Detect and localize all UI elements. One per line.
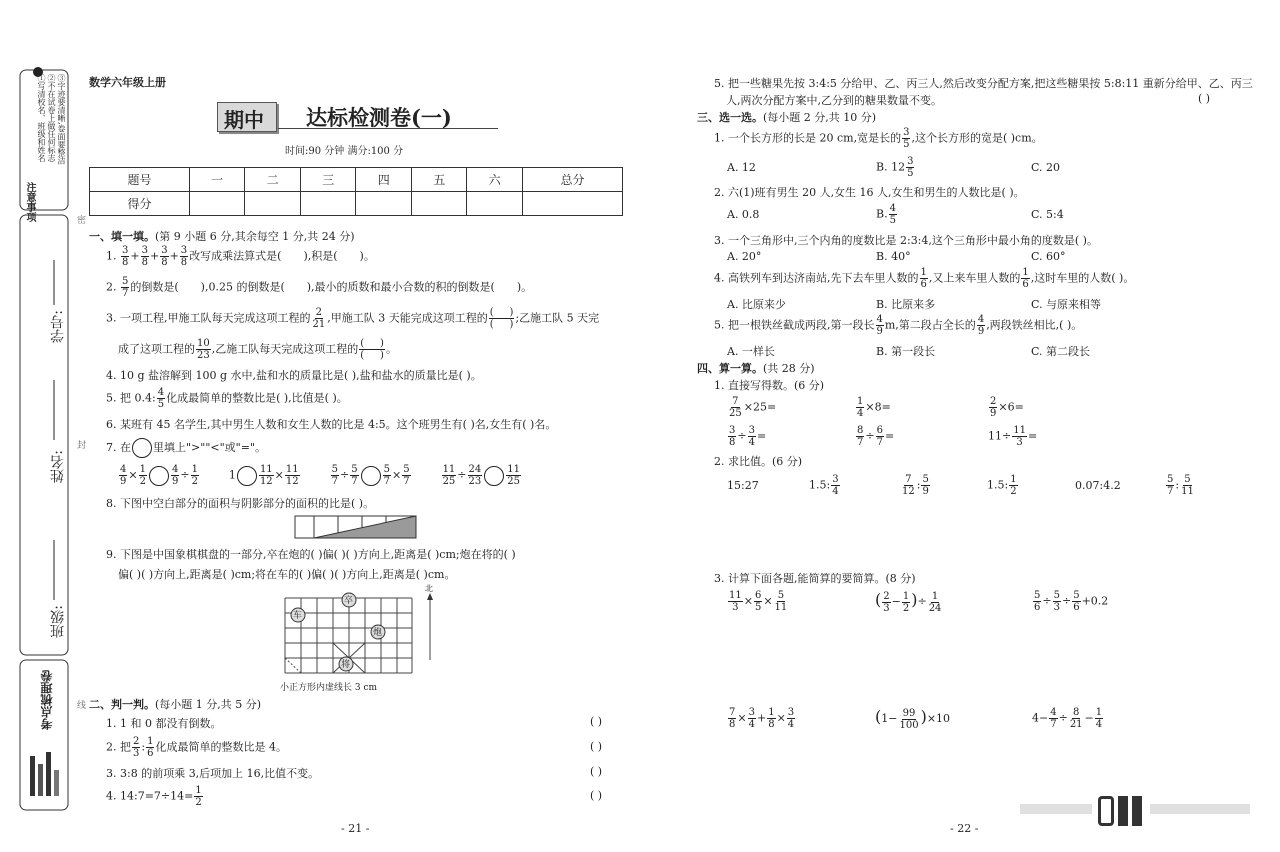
calc-item: 4− $\frac{4}{7}$ ÷ $\frac{8}{21}$ − $\frac{1}{4}$ bbox=[1032, 707, 1103, 730]
q8-shaded-figure bbox=[294, 515, 418, 539]
choice-4-option-c[interactable]: C. 与原来相等 bbox=[1031, 298, 1102, 311]
choice-3-option-c[interactable]: C. 60° bbox=[1031, 250, 1066, 263]
j4-text-a: 4. 14:7=7÷14= bbox=[106, 789, 194, 803]
q3-text-a: 3. 一项工程,甲施工队每天完成这项工程的 bbox=[106, 311, 311, 325]
calc-item: 11÷ $\frac{11}{3}$ = bbox=[988, 425, 1038, 448]
q5-text-a: 5. 把 0.4: bbox=[106, 391, 156, 405]
q5-text-b: 化成最简单的整数比是( ),比值是( )。 bbox=[166, 391, 348, 405]
judge-2-paren[interactable]: ( ) bbox=[590, 740, 603, 753]
watermark bbox=[1020, 796, 1255, 830]
chess-piece-jiang: 将 bbox=[341, 660, 351, 670]
chess-piece-che: 车 bbox=[293, 611, 303, 621]
section-2-note: (每小题 1 分,共 5 分) bbox=[155, 698, 262, 711]
ratio-item: 1.5: $\frac{1}{2}$ bbox=[987, 474, 1017, 497]
notice-3: ③字迹要清晰,卷面要整洁 bbox=[57, 74, 66, 165]
choice-2-option-a[interactable]: A. 0.8 bbox=[727, 208, 760, 221]
choice-4-option-a[interactable]: A. 比原来少 bbox=[727, 298, 786, 311]
score-cell[interactable] bbox=[356, 192, 412, 216]
score-col-header: 五 bbox=[411, 168, 467, 192]
score-cell[interactable] bbox=[523, 192, 623, 216]
q1-num: 1. bbox=[106, 249, 117, 263]
calc-sub-3: 3. 计算下面各题,能简算的要简算。(8 分) bbox=[714, 572, 916, 585]
c5-text-a: 5. 把一根铁丝截成两段,第一段长 bbox=[714, 318, 875, 332]
book-header: 数学六年级上册 bbox=[89, 76, 166, 89]
question-1: 1. $\frac{3}{8}$ + $\frac{3}{8}$ + $\frac{3}{8}$ + $\frac{3}{8}$ 改写成乘法算式是( ),积是( )。 bbox=[106, 245, 375, 268]
calc-item: ( $\frac{2}{3}$ − $\frac{1}{2}$ )÷ $\frac{1}{24}$ bbox=[875, 590, 942, 614]
c5-text-b: m,第二段占全长的 bbox=[884, 318, 976, 332]
choice-2-option-b[interactable]: B. $\frac{4}{5}$ bbox=[876, 203, 896, 226]
q3-text-f: 。 bbox=[385, 342, 397, 356]
choice-1-option-a[interactable]: A. 12 bbox=[727, 161, 756, 174]
score-row-label: 得分 bbox=[90, 192, 190, 216]
score-cell[interactable] bbox=[300, 192, 356, 216]
notice-2: ②不在试卷上做任何标志 bbox=[47, 74, 56, 162]
c2-opt-b-label: B. bbox=[876, 207, 888, 221]
chess-piece-pao: 炮 bbox=[373, 628, 383, 638]
judge-5-line-1: 5. 把一些糖果先按 3:4:5 分给甲、乙、丙三人,然后改变分配方案,把这些糖果按 5:8:11 重新分给甲、乙、丙三 bbox=[714, 77, 1253, 90]
answer-circle[interactable] bbox=[237, 466, 257, 486]
j2-text-a: 2. 把 bbox=[106, 740, 131, 754]
score-cell[interactable] bbox=[189, 192, 245, 216]
answer-circle[interactable] bbox=[149, 466, 169, 486]
j2-text-b: 化成最简单的整数比是 4。 bbox=[155, 740, 287, 754]
ratio-item: 1.5: $\frac{3}{4}$ bbox=[809, 474, 839, 497]
question-4: 4. 10 g 盐溶解到 100 g 水中,盐和水的质量比是( ),盐和盐水的质量比是( )。 bbox=[106, 369, 482, 382]
question-3-line-1: 3. 一项工程,甲施工队每天完成这项工程的 $\frac{2}{21}$ ,甲施工队 3 天能完成这项工程的 $\frac{( )}{( )}$ ;乙施工队 5 天完 bbox=[106, 307, 600, 330]
student-id-label: 学号: bbox=[50, 310, 66, 343]
calc-item: $\frac{8}{7}$ ÷ $\frac{6}{7}$ = bbox=[857, 425, 895, 448]
q7-text-a: 7. 在 bbox=[106, 441, 131, 454]
answer-circle[interactable] bbox=[361, 466, 381, 486]
page-number-left: - 21 - bbox=[341, 822, 370, 835]
choice-5: 5. 把一根铁丝截成两段,第一段长 $\frac{4}{9}$ m,第二段占全长的 $\frac{4}{9}$ ,两段铁丝相比,( )。 bbox=[714, 314, 1083, 337]
calc-item: $\frac{7}{8}$ × $\frac{3}{4}$ + $\frac{1}{8}$ × $\frac{3}{4}$ bbox=[729, 707, 795, 730]
choice-3-option-b[interactable]: B. 40° bbox=[876, 250, 911, 263]
judge-4: 4. 14:7=7÷14= $\frac{1}{2}$ bbox=[106, 785, 202, 808]
q2-text-d: )。 bbox=[516, 280, 533, 294]
ratio-item: $\frac{5}{7}$ : $\frac{5}{11}$ bbox=[1167, 474, 1194, 497]
answer-circle[interactable] bbox=[484, 466, 504, 486]
section-3-heading bbox=[697, 109, 876, 125]
chess-board-figure bbox=[280, 590, 450, 680]
judge-3: 3. 3:8 的前项乘 3,后项加上 16,比值不变。 bbox=[106, 767, 320, 780]
q7-text-b: 里填上">""<"或"="。 bbox=[153, 441, 267, 454]
section-2-heading bbox=[89, 696, 261, 712]
ratio-item: 15:27 bbox=[727, 479, 759, 492]
question-9-line-2: 偏( )( )方向上,距离是( )cm;将在车的( )偏( )( )方向上,距离是( )cm。 bbox=[118, 568, 456, 581]
calc-sub-2: 2. 求比值。(6 分) bbox=[714, 455, 803, 468]
calc-item: $\frac{2}{9}$ ×6= bbox=[990, 396, 1024, 419]
ratio-item: $\frac{7}{12}$ : $\frac{5}{9}$ bbox=[902, 474, 929, 497]
section-4-note: (共 28 分) bbox=[763, 362, 815, 375]
score-col-header: 总分 bbox=[523, 168, 623, 192]
question-3-line-2: 成了这项工程的 $\frac{10}{23}$ ,乙施工队每天完成这项工程的 $\frac{( )}{( )}$ 。 bbox=[118, 338, 397, 361]
section-1-heading bbox=[89, 228, 355, 244]
student-name-label: 姓名: bbox=[50, 450, 66, 483]
q2-text-a: 的倒数是( bbox=[130, 280, 179, 294]
choice-3: 3. 一个三角形中,三个内角的度数比是 2:3:4,这个三角形中最小角的度数是( )。 bbox=[714, 234, 1098, 247]
notice-1: ①写清校名、班级和姓名 bbox=[37, 74, 46, 162]
calc-item: (1− $\frac{99}{100}$ )×10 bbox=[875, 707, 951, 731]
score-col-header: 一 bbox=[189, 168, 245, 192]
judge-1-paren[interactable]: ( ) bbox=[590, 715, 603, 728]
score-col-header: 三 bbox=[300, 168, 356, 192]
brand-label: 考点梳理卷 bbox=[40, 670, 54, 730]
choice-1-option-c[interactable]: C. 20 bbox=[1031, 161, 1061, 174]
c4-text-a: 4. 高铁列车到达济南站,先下去车里人数的 bbox=[714, 271, 919, 285]
chess-piece-zu: 卒 bbox=[344, 596, 354, 606]
title-tag: 期中 bbox=[224, 108, 264, 132]
binding-sidebar bbox=[18, 60, 85, 820]
ratio-item: 0.07:4.2 bbox=[1075, 479, 1121, 492]
choice-1: 1. 一个长方形的长是 20 cm,宽是长的 $\frac{3}{5}$ ,这个长方形的宽是( )cm。 bbox=[714, 127, 1043, 150]
score-cell[interactable] bbox=[467, 192, 523, 216]
judge-2: 2. 把 $\frac{2}{3}$ : $\frac{1}{6}$ 化成最简单的整数比是 4。 bbox=[106, 736, 287, 759]
section-4-title: 四、算一算。 bbox=[697, 362, 763, 375]
brand-logo-icon bbox=[26, 750, 64, 800]
page-number-right: - 22 - bbox=[950, 822, 979, 835]
calc-sub-1: 1. 直接写得数。(6 分) bbox=[714, 379, 825, 392]
question-6: 6. 某班有 45 名学生,其中男生人数和女生人数的比是 4:5。这个班男生有( )名,女生有( )名。 bbox=[106, 418, 557, 431]
section-4-heading bbox=[697, 360, 815, 376]
choice-1-option-b[interactable]: B. 12 $\frac{3}{5}$ bbox=[876, 156, 914, 179]
c1-text-b: ,这个长方形的宽是( )cm。 bbox=[911, 131, 1043, 145]
seal-char-xian: 线 bbox=[75, 700, 85, 709]
judge-5-paren[interactable]: ( ) bbox=[1198, 92, 1211, 105]
section-1-note: (第 9 小题 6 分,其余每空 1 分,共 24 分) bbox=[155, 230, 355, 243]
q3-text-d: 成了这项工程的 bbox=[118, 342, 195, 356]
judge-5-line-2: 人,两次分配方案中,乙分到的糖果数量不变。 bbox=[726, 94, 942, 107]
choice-5-option-b[interactable]: B. 第一段长 bbox=[876, 345, 936, 358]
question-5: 5. 把 0.4: $\frac{4}{5}$ 化成最简单的整数比是( ),比值是( )。 bbox=[106, 387, 348, 410]
answer-circle[interactable] bbox=[132, 438, 152, 458]
section-3-note: (每小题 2 分,共 10 分) bbox=[763, 111, 877, 124]
exam-subtitle: 时间:90 分钟 满分:100 分 bbox=[285, 146, 404, 157]
question-7 bbox=[106, 438, 266, 458]
calc-item: $\frac{3}{8}$ ÷ $\frac{3}{4}$ = bbox=[729, 425, 767, 448]
title-underline bbox=[278, 128, 498, 129]
section-1-title: 一、填一填。 bbox=[89, 230, 155, 243]
judge-1: 1. 1 和 0 都没有倒数。 bbox=[106, 717, 222, 730]
q1-text-c: )。 bbox=[359, 249, 375, 263]
judge-4-paren[interactable]: ( ) bbox=[590, 789, 603, 802]
choice-5-option-c[interactable]: C. 第二段长 bbox=[1031, 345, 1091, 358]
score-col-header: 六 bbox=[467, 168, 523, 192]
calc-item: $\frac{5}{6}$ ÷ $\frac{5}{3}$ ÷ $\frac{5}{6}$ +0.2 bbox=[1034, 590, 1109, 613]
c5-text-c: ,两段铁丝相比,( )。 bbox=[986, 318, 1083, 332]
score-col-header: 题号 bbox=[90, 168, 190, 192]
score-cell[interactable] bbox=[245, 192, 301, 216]
north-label: 北 bbox=[425, 584, 433, 593]
section-3-title: 三、选一选。 bbox=[697, 111, 763, 124]
q1-text-b: ),积是( bbox=[303, 249, 338, 263]
q2-num: 2. bbox=[106, 280, 117, 294]
calc-item: $\frac{1}{4}$ ×8= bbox=[857, 396, 891, 419]
c4-text-b: ,又上来车里人数的 bbox=[928, 271, 1021, 285]
notice-label: 注意事项 bbox=[24, 182, 35, 222]
choice-5-option-a[interactable]: A. 一样长 bbox=[727, 345, 775, 358]
choice-2: 2. 六(1)班有男生 20 人,女生 16 人,女生和男生的人数比是( )。 bbox=[714, 186, 1025, 199]
question-9-line-1: 9. 下图是中国象棋棋盘的一部分,卒在炮的( )偏( )( )方向上,距离是( )cm;炮在将的( ) bbox=[106, 548, 516, 561]
page-title: 达标检测卷(一) bbox=[306, 105, 452, 130]
choice-2-option-c[interactable]: C. 5:4 bbox=[1031, 208, 1064, 221]
question-8: 8. 下图中空白部分的面积与阴影部分的面积的比是( )。 bbox=[106, 497, 375, 510]
question-7-items: $\frac{4}{9}$ × $\frac{1}{2}$ $\frac{4}{9}$ ÷ $\frac{1}{2}$ 1 $\frac{11}{12}$ × $\frac{11}{12}$ $\frac{5}{7}$ ÷ $\frac{5}{7}$ $\frac{5}{7}$ × $\frac{5}{7}$ $\frac{11}{25}$ ÷ $\frac{24}{23}$ $\frac{11}{25}$ bbox=[120, 464, 520, 487]
seal-char-mi: 密 bbox=[75, 215, 85, 224]
calc-item: $\frac{7}{25}$ ×25= bbox=[729, 396, 777, 419]
q3-text-e: ,乙施工队每天完成这项工程的 bbox=[211, 342, 359, 356]
c1-opt-b-label: B. 12 bbox=[876, 160, 906, 174]
seal-char-feng: 封 bbox=[75, 440, 85, 449]
choice-4-option-b[interactable]: B. 比原来多 bbox=[876, 298, 936, 311]
section-2-title: 二、判一判。 bbox=[89, 698, 155, 711]
q3-text-b: ,甲施工队 3 天能完成这项工程的 bbox=[327, 311, 488, 325]
question-2: 2. $\frac{5}{7}$ 的倒数是( ),0.25 的倒数是( ),最小的质数和最小合数的积的倒数是( )。 bbox=[106, 276, 533, 299]
q1-text-a: 改写成乘法算式是( bbox=[189, 249, 282, 263]
q2-text-c: ),最小的质数和最小合数的积的倒数是( bbox=[306, 280, 495, 294]
chess-caption: 小正方形内虚线长 3 cm bbox=[280, 683, 378, 693]
score-table bbox=[89, 167, 623, 216]
choice-3-option-a[interactable]: A. 20° bbox=[727, 250, 762, 263]
score-cell[interactable] bbox=[411, 192, 467, 216]
c1-text-a: 1. 一个长方形的长是 20 cm,宽是长的 bbox=[714, 131, 902, 145]
score-col-header: 二 bbox=[245, 168, 301, 192]
c4-text-c: ,这时车里的人数( )。 bbox=[1030, 271, 1135, 285]
q2-text-b: ),0.25 的倒数是( bbox=[200, 280, 285, 294]
class-label: 班级: bbox=[50, 605, 66, 638]
q3-text-c: ;乙施工队 5 天完 bbox=[515, 311, 600, 325]
score-col-header: 四 bbox=[356, 168, 412, 192]
judge-3-paren[interactable]: ( ) bbox=[590, 765, 603, 778]
choice-4: 4. 高铁列车到达济南站,先下去车里人数的 $\frac{1}{6}$ ,又上来车里人数的 $\frac{1}{6}$ ,这时车里的人数( )。 bbox=[714, 267, 1135, 290]
calc-item: $\frac{11}{3}$ × $\frac{6}{5}$ × $\frac{5}{11}$ bbox=[729, 590, 788, 613]
